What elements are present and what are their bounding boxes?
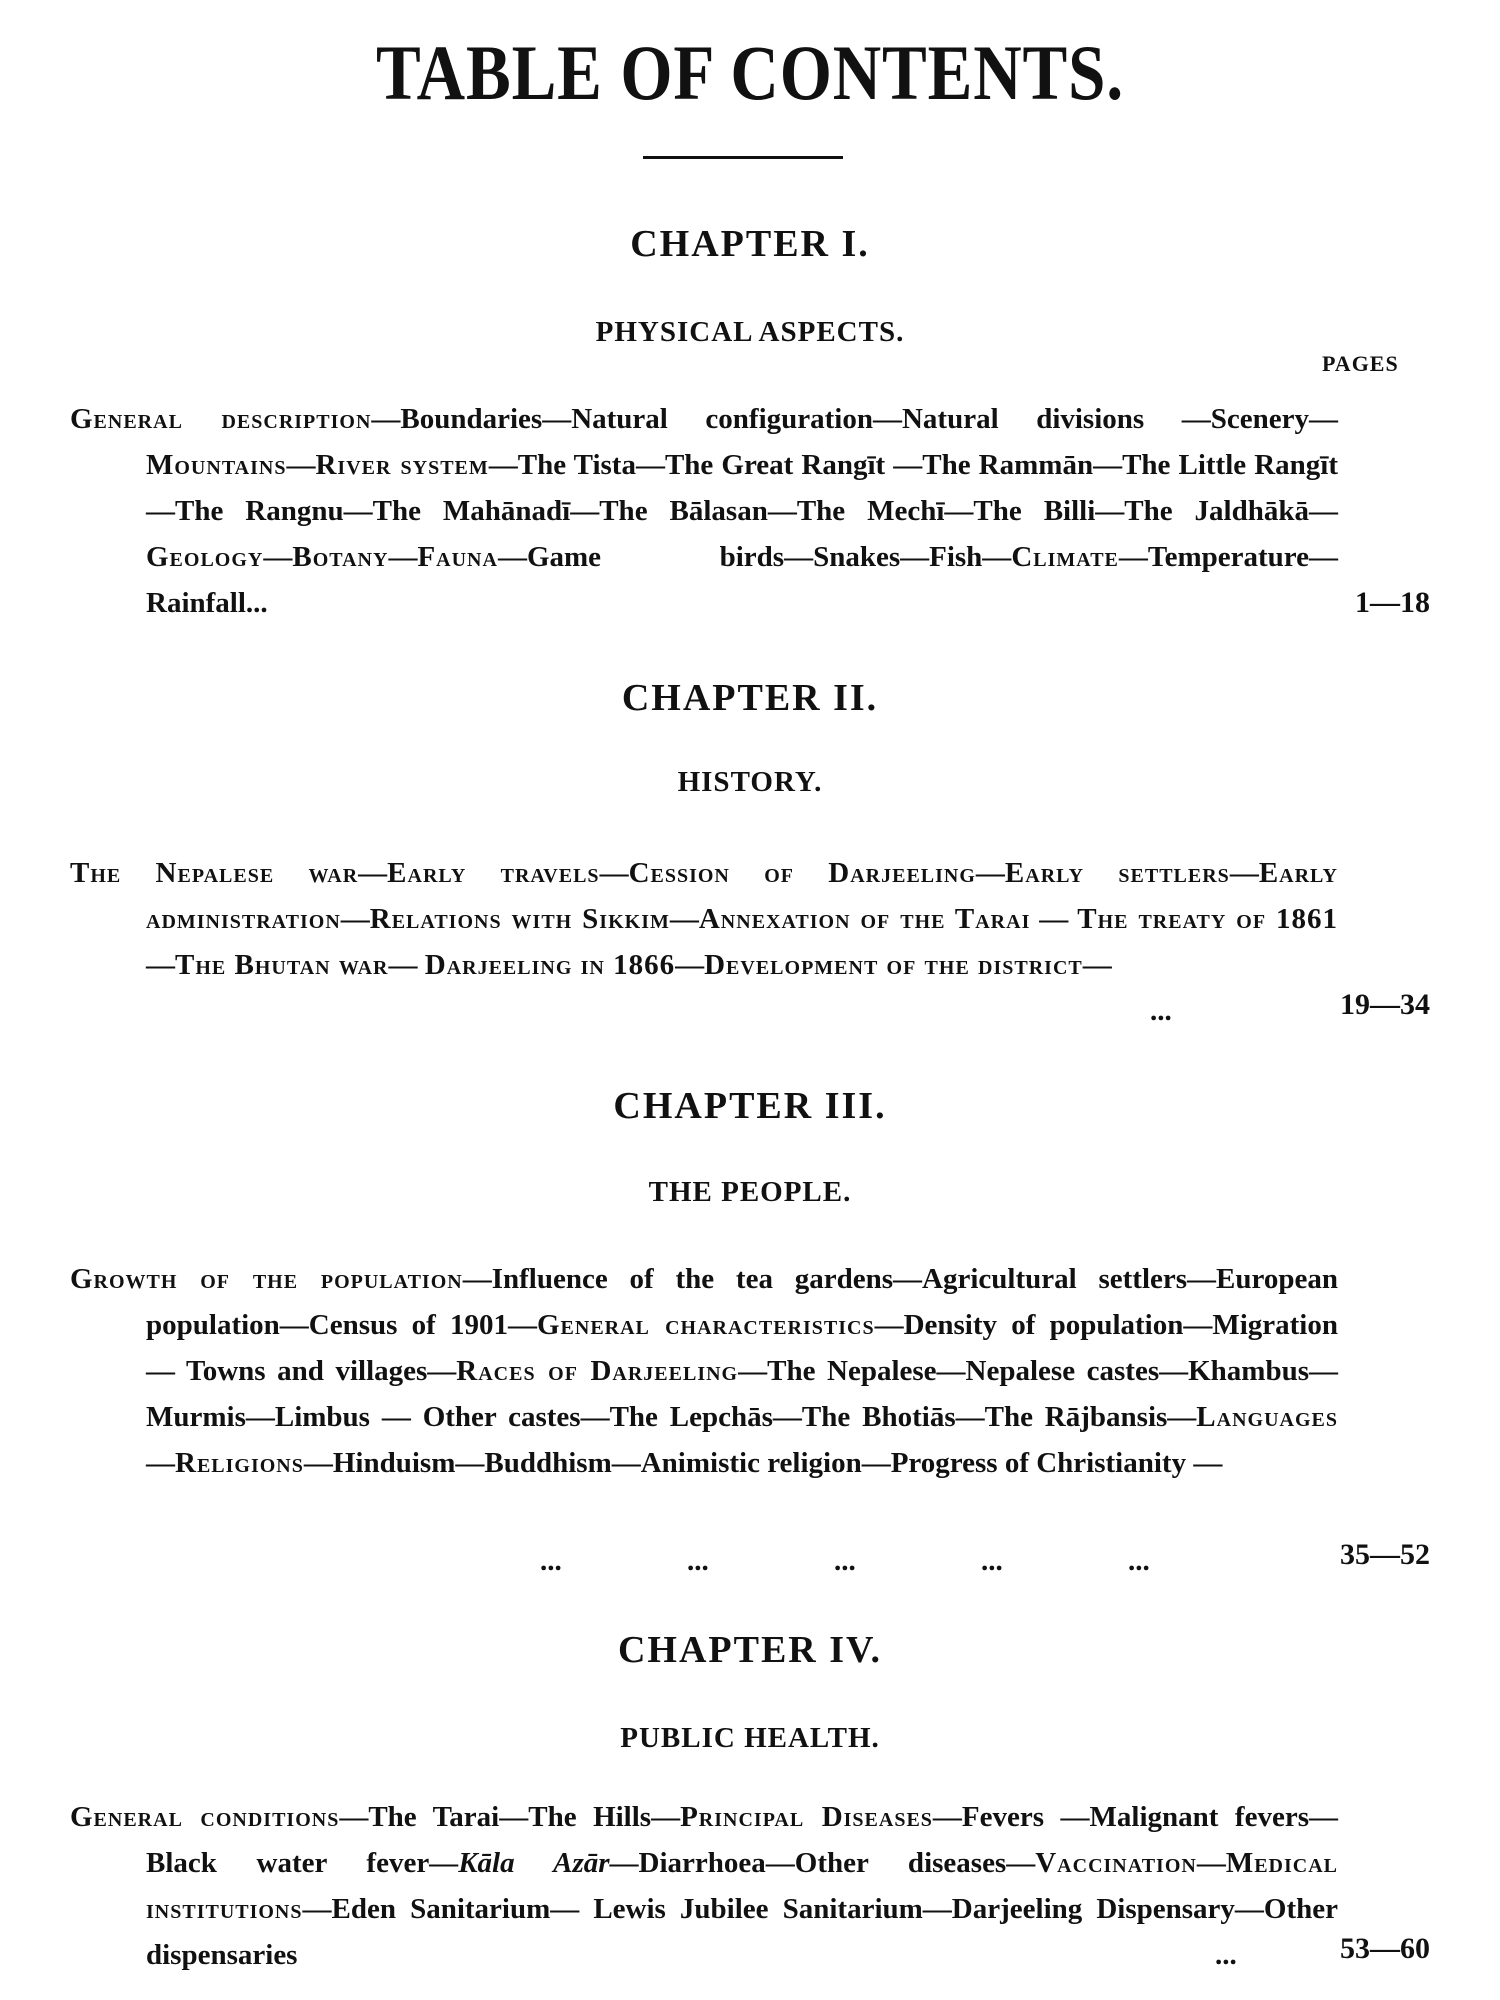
chapter-1-heading: CHAPTER I. bbox=[630, 223, 870, 265]
chapter-3-pages: 35—52 bbox=[1340, 1538, 1430, 1571]
chapter-2-subject: HISTORY. bbox=[677, 766, 823, 798]
chapter-4-subject: PUBLIC HEALTH. bbox=[620, 1722, 880, 1754]
chapter-2-pages: 19—34 bbox=[1340, 988, 1430, 1021]
chapter-3-subject: THE PEOPLE. bbox=[648, 1176, 852, 1208]
chapter-2-heading: CHAPTER II. bbox=[621, 677, 879, 719]
chapter-4-contents: General conditions—The Tarai—The Hills—Principal Diseases—Fevers —Malignant fevers—Black water fever—Kāla Azār—Diarrhoea—Other diseases—Vaccination—Medical institutions—Eden Sanitarium— Lewis Jubilee Sanitarium—Darjeeling Dispensary—Other dispensaries bbox=[70, 1801, 1338, 1971]
page-title: TABLE OF CONTENTS. bbox=[376, 29, 1124, 116]
chapter-4-leader: ... bbox=[1215, 1939, 1237, 1971]
chapter-3-leader: ... ... ... ... ... bbox=[540, 1545, 1150, 1577]
chapter-4-pages: 53—60 bbox=[1340, 1932, 1430, 1965]
chapter-2-leader: ... bbox=[1150, 995, 1172, 1027]
chapter-1-contents: General description—Boundaries—Natural configuration—Natural divisions —Scenery—Mountains—River system—The Tista—The Great Rangīt —The Rammān—The Little Rangīt—The Rangnu—The Mahānadī—The Bālasan—The Mechī—The Billi—The Jaldhākā—Geology—Botany—Fauna—Game birds—Snakes—Fish—Climate—Temperature—Rainfall... bbox=[70, 403, 1338, 619]
chapter-1-pages: 1—18 bbox=[1355, 586, 1430, 619]
pages-column-header: PAGES bbox=[1322, 351, 1399, 376]
title-rule bbox=[643, 156, 843, 159]
chapter-4-heading: CHAPTER IV. bbox=[617, 1629, 883, 1671]
chapter-2-contents: The Nepalese war—Early travels—Cession of Darjeeling—Early settlers—Early administration—Relations with Sikkim—Annexation of the Tarai — The treaty of 1861—The Bhutan war— Darjeeling in 1866—Development of the district— bbox=[70, 857, 1338, 981]
chapter-3-contents: Growth of the population—Influence of the tea gardens—Agricultural settlers—European population—Census of 1901—General characteristics—Density of population—Migration — Towns and villages—Races of Darjeeling—The Nepalese—Nepalese castes—Khambus—Murmis—Limbus — Other castes—The Lepchās—The Bhotiās—The Rājbansis—Languages —Religions—Hinduism—Buddhism—Animistic religion—Progress of Christianity — bbox=[70, 1263, 1338, 1479]
chapter-3-heading: CHAPTER III. bbox=[613, 1085, 887, 1127]
chapter-1-subject: PHYSICAL ASPECTS. bbox=[595, 316, 905, 348]
